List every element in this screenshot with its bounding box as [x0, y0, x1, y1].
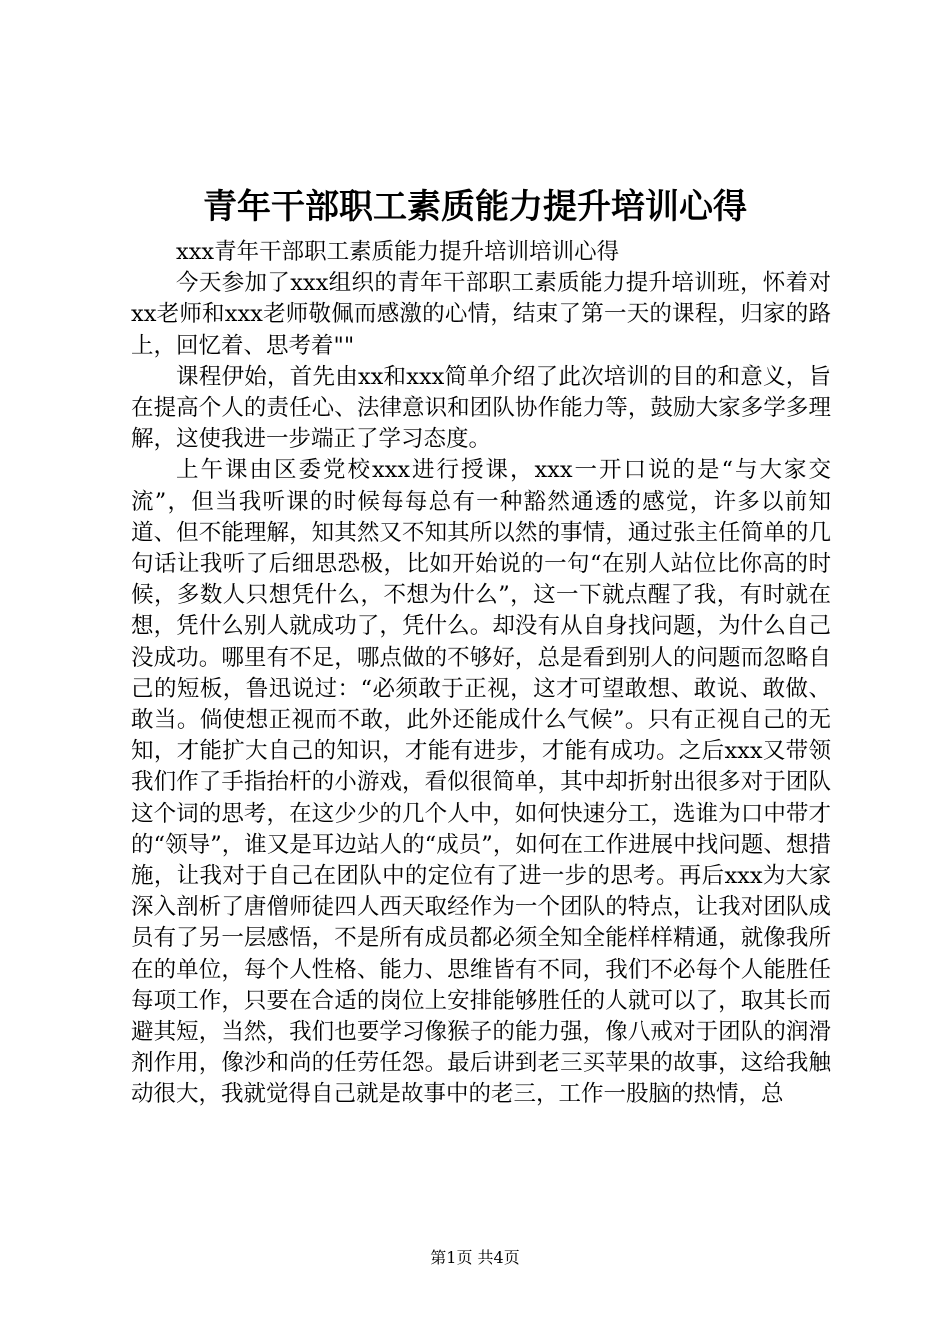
- paragraph: 课程伊始，首先由xx和xxx简单介绍了此次培训的目的和意义，旨在提高个人的责任心、法律意识和团队协作能力等，鼓励大家多学多理解，这使我进一步端正了学习态度。: [131, 363, 831, 453]
- document-body: [131, 237, 831, 1111]
- document-title: 青年干部职工素质能力提升培训心得: [203, 187, 747, 227]
- page-footer: 第1页 共4页: [430, 1248, 520, 1267]
- paragraph: 今天参加了xxx组织的青年干部职工素质能力提升培训班，怀着对xx老师和xxx老师敬佩而感激的心情，结束了第一天的课程，归家的路上，回忆着、思考着"": [131, 270, 831, 359]
- paragraph-subtitle: xxx青年干部职工素质能力提升培训培训心得: [176, 239, 620, 265]
- paragraph: 上午课由区委党校xxx进行授课，xxx一开口说的是“与大家交流”，但当我听课的时候每每总有一种豁然通透的感觉，许多以前知道、但不能理解，知其然又不知其所以然的事情，通过张主任简单的几句话让我听了后细思恐极，比如开始说的一句“在别人站位比你高的时候，多数人只想凭什么，不想为什么”，这一下就点醒了我，有时就在想，凭什么别人就成功了，凭什么。却没有从自身找问题，为什么自己没成功。哪里有不足，哪点做的不够好，总是看到别人的问题而忽略自己的短板，鲁迅说过：“必须敢于正视，这才可望敢想、敢说、敢做、敢当。倘使想正视而不敢，此外还能成什么气候”。只有正视自己的无知，才能扩大自己的知识，才能有进步，才能有成功。之后xxx又带领我们作了手指抬杆的小游戏，看似很简单，其中却折射出很多对于团队这个词的思考，在这少少的几个人中，如何快速分工，选谁为口中带才的“领导”，谁又是耳边站人的“成员”，如何在工作进展中找问题、想措施，让我对于自己在团队中的定位有了进一步的思考。再后xxx为大家深入剖析了唐僧师徒四人西天取经作为一个团队的特点，让我对团队成员有了另一层感悟，不是所有成员都必须全知全能样样精通，就像我所在的单位，每个人性格、能力、思维皆有不同，我们不必每个人能胜任每项工作，只要在合适的岗位上安排能够胜任的人就可以了，取其长而避其短，当然，我们也要学习像猴子的能力强，像八戒对于团队的润滑剂作用，像沙和尚的任劳任怨。最后讲到老三买苹果的故事，这给我触动很大，我就觉得自己就是故事中的老三，工作一股脑的热情，总: [131, 457, 831, 1108]
